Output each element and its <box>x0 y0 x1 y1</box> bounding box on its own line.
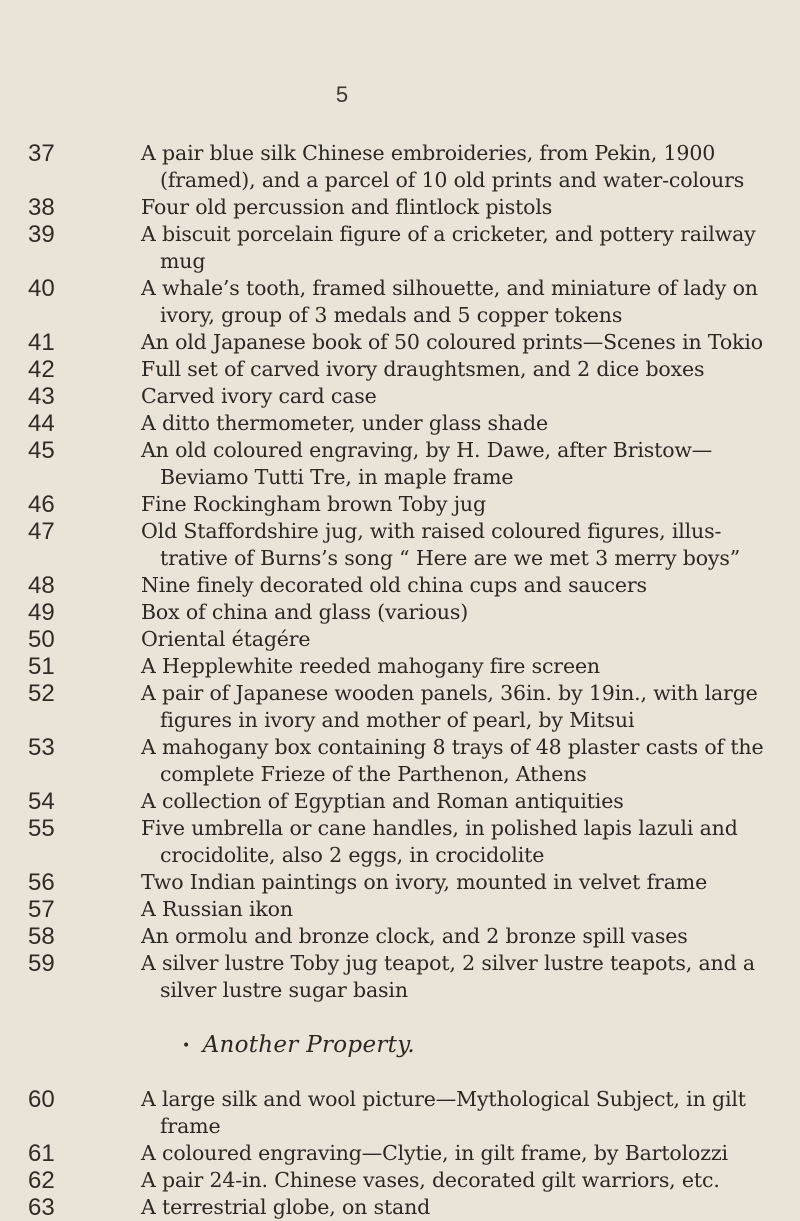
lot-entry <box>0 680 800 734</box>
lot-entry <box>0 491 800 518</box>
lot-number: 39 <box>28 221 55 248</box>
lot-entry <box>0 626 800 653</box>
lot-number: 47 <box>28 518 55 545</box>
lot-entry <box>0 194 800 221</box>
lot-entry <box>0 572 800 599</box>
lot-number: 54 <box>28 788 55 815</box>
lot-number: 49 <box>28 599 55 626</box>
lot-entry <box>0 734 800 788</box>
lot-number: 42 <box>28 356 55 383</box>
lot-description: A Hepplewhite reeded mahogany fire screen <box>141 654 600 678</box>
lot-description: A ditto thermometer, under glass shade <box>141 411 548 435</box>
lot-entry <box>0 329 800 356</box>
lot-number: 48 <box>28 572 55 599</box>
lot-description: Five umbrella or cane handles, in polished lapis lazuli and crocidolite, also 2 eggs, in crocidolite <box>141 816 738 867</box>
lot-number: 56 <box>28 869 55 896</box>
section-heading <box>0 1032 800 1060</box>
lot-entry <box>0 410 800 437</box>
lot-entry <box>0 1086 800 1140</box>
lot-number: 62 <box>28 1166 55 1194</box>
lot-description: An old coloured engraving, by H. Dawe, after Bristow—Beviamo Tutti Tre, in maple frame <box>141 438 713 489</box>
lot-number: 63 <box>28 1193 55 1221</box>
page-number: 5 <box>335 82 349 107</box>
lot-entry <box>0 653 800 680</box>
lot-description: Nine finely decorated old china cups and saucers <box>141 573 647 597</box>
lot-entry <box>0 221 800 275</box>
section-heading-text: Another Property. <box>202 1032 416 1058</box>
lot-entry <box>0 140 800 194</box>
lot-number: 52 <box>28 680 55 707</box>
lot-description: A Russian ikon <box>141 897 293 921</box>
lot-list <box>0 140 800 1221</box>
lot-description: A collection of Egyptian and Roman antiquities <box>141 789 624 813</box>
lot-description: Oriental étagére <box>141 627 311 651</box>
lot-entry <box>0 599 800 626</box>
lot-number: 60 <box>28 1085 55 1113</box>
lot-description: Four old percussion and flintlock pistols <box>141 195 553 219</box>
lot-group-main <box>0 140 800 1004</box>
heading-bullet: • <box>182 1037 191 1054</box>
lot-number: 37 <box>28 140 55 167</box>
lot-number: 51 <box>28 653 55 680</box>
lot-entry <box>0 1194 800 1221</box>
lot-description: A pair 24-in. Chinese vases, decorated gilt warriors, etc. <box>141 1167 720 1192</box>
lot-number: 38 <box>28 194 55 221</box>
lot-entry <box>0 356 800 383</box>
lot-description: Carved ivory card case <box>141 384 377 408</box>
lot-number: 40 <box>28 275 55 302</box>
lot-description: A pair blue silk Chinese embroideries, from Pekin, 1900 (framed), and a parcel of 10 old prints and water-colours <box>141 141 745 192</box>
lot-entry <box>0 923 800 950</box>
lot-entry <box>0 950 800 1004</box>
lot-number: 44 <box>28 410 55 437</box>
lot-number: 41 <box>28 329 55 356</box>
lot-description: Full set of carved ivory draughtsmen, and 2 dice boxes <box>141 357 705 381</box>
lot-description: A large silk and wool picture—Mythological Subject, in gilt frame <box>141 1086 746 1138</box>
lot-description: Fine Rockingham brown Toby jug <box>141 492 486 516</box>
lot-description: A biscuit porcelain figure of a cricketer, and pottery railway mug <box>141 222 756 273</box>
lot-group-another-property <box>0 1086 800 1221</box>
lot-number: 59 <box>28 950 55 977</box>
lot-description: A whale’s tooth, framed silhouette, and miniature of lady on ivory, group of 3 medals and 5 copper tokens <box>141 276 758 327</box>
lot-entry <box>0 1167 800 1194</box>
lot-entry <box>0 437 800 491</box>
lot-description: A coloured engraving—Clytie, in gilt frame, by Bartolozzi <box>141 1140 728 1165</box>
lot-entry <box>0 815 800 869</box>
lot-description: A terrestrial globe, on stand <box>141 1194 431 1219</box>
lot-entry <box>0 788 800 815</box>
lot-number: 46 <box>28 491 55 518</box>
lot-number: 50 <box>28 626 55 653</box>
lot-entry <box>0 896 800 923</box>
lot-entry <box>0 1140 800 1167</box>
lot-description: An ormolu and bronze clock, and 2 bronze spill vases <box>141 924 688 948</box>
lot-number: 58 <box>28 923 55 950</box>
lot-number: 57 <box>28 896 55 923</box>
lot-entry <box>0 383 800 410</box>
lot-entry <box>0 275 800 329</box>
lot-number: 45 <box>28 437 55 464</box>
lot-number: 43 <box>28 383 55 410</box>
lot-description: An old Japanese book of 50 coloured prints—Scenes in Tokio <box>141 330 763 354</box>
lot-description: A silver lustre Toby jug teapot, 2 silver lustre teapots, and a silver lustre sugar basin <box>141 951 755 1002</box>
lot-number: 61 <box>28 1139 55 1167</box>
lot-entry <box>0 518 800 572</box>
lot-description: A mahogany box containing 8 trays of 48 plaster casts of the complete Frieze of the Parthenon, Athens <box>141 735 764 786</box>
lot-description: Old Staffordshire jug, with raised coloured figures, illus-trative of Burns’s song “ Here are we met 3 merry boys” <box>141 519 741 570</box>
lot-number: 53 <box>28 734 55 761</box>
lot-description: Two Indian paintings on ivory, mounted in velvet frame <box>141 870 708 894</box>
lot-entry <box>0 869 800 896</box>
lot-description: Box of china and glass (various) <box>141 600 469 624</box>
lot-description: A pair of Japanese wooden panels, 36in. by 19in., with large figures in ivory and mother of pearl, by Mitsui <box>141 681 758 732</box>
lot-number: 55 <box>28 815 55 842</box>
